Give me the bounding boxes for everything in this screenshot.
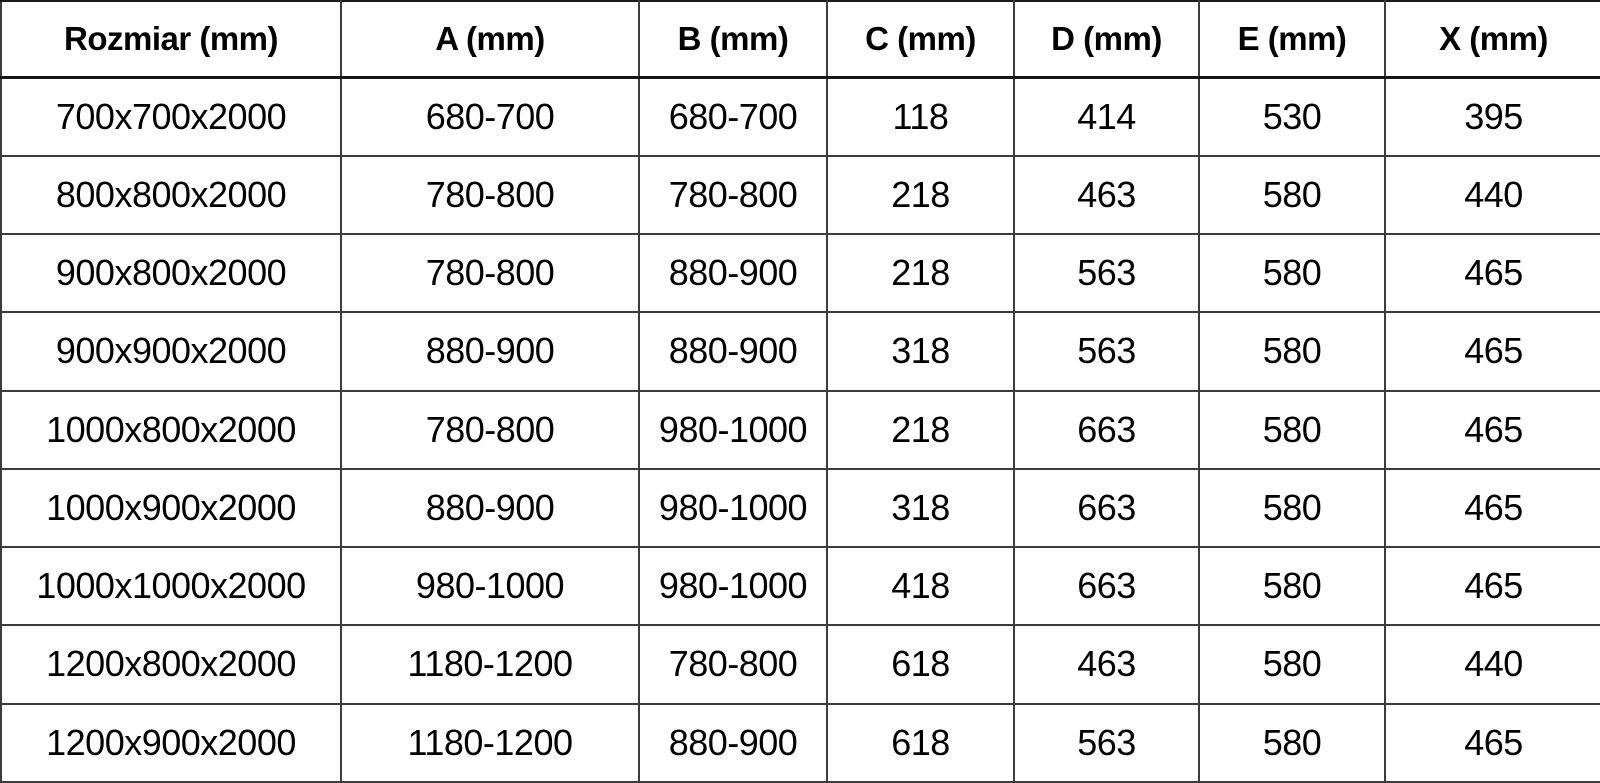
- header-row: [1, 1, 1600, 78]
- table-cell: 440: [1385, 625, 1600, 703]
- table-cell: 530: [1199, 78, 1385, 156]
- table-cell: 580: [1199, 312, 1385, 390]
- table-cell: 580: [1199, 547, 1385, 625]
- table-cell: 1000x900x2000: [1, 469, 341, 547]
- table-cell: 465: [1385, 469, 1600, 547]
- table-cell: 580: [1199, 469, 1385, 547]
- table-cell: 780-800: [341, 391, 639, 469]
- table-cell: 580: [1199, 625, 1385, 703]
- table-row: [1, 704, 1600, 782]
- table-cell: 465: [1385, 547, 1600, 625]
- table-cell: 800x800x2000: [1, 156, 341, 234]
- table-cell: 463: [1014, 156, 1199, 234]
- table-cell: 580: [1199, 234, 1385, 312]
- table-cell: 1180-1200: [341, 704, 639, 782]
- table-row: [1, 547, 1600, 625]
- table-cell: 580: [1199, 391, 1385, 469]
- table-cell: 440: [1385, 156, 1600, 234]
- table-cell: 780-800: [639, 156, 827, 234]
- table-cell: 463: [1014, 625, 1199, 703]
- table-cell: 1000x800x2000: [1, 391, 341, 469]
- table-cell: 663: [1014, 547, 1199, 625]
- table-cell: 880-900: [639, 704, 827, 782]
- table-cell: 580: [1199, 156, 1385, 234]
- table-cell: 680-700: [341, 78, 639, 156]
- table-cell: 414: [1014, 78, 1199, 156]
- column-header: A (mm): [341, 1, 639, 78]
- table-cell: 563: [1014, 704, 1199, 782]
- table-cell: 980-1000: [639, 391, 827, 469]
- table-cell: 880-900: [639, 234, 827, 312]
- table-cell: 1180-1200: [341, 625, 639, 703]
- table-row: [1, 312, 1600, 390]
- table-cell: 563: [1014, 312, 1199, 390]
- table-cell: 418: [827, 547, 1014, 625]
- table-cell: 663: [1014, 469, 1199, 547]
- table-cell: 780-800: [341, 234, 639, 312]
- column-header: D (mm): [1014, 1, 1199, 78]
- table-cell: 318: [827, 312, 1014, 390]
- table-row: [1, 625, 1600, 703]
- column-header: Rozmiar (mm): [1, 1, 341, 78]
- table-cell: 1200x900x2000: [1, 704, 341, 782]
- table-cell: 680-700: [639, 78, 827, 156]
- table-row: [1, 156, 1600, 234]
- table-cell: 218: [827, 234, 1014, 312]
- column-header: E (mm): [1199, 1, 1385, 78]
- table-row: [1, 391, 1600, 469]
- table-cell: 318: [827, 469, 1014, 547]
- table-cell: 700x700x2000: [1, 78, 341, 156]
- table-cell: 465: [1385, 391, 1600, 469]
- table-cell: 980-1000: [639, 547, 827, 625]
- table-cell: 663: [1014, 391, 1199, 469]
- table-cell: 880-900: [639, 312, 827, 390]
- table-cell: 563: [1014, 234, 1199, 312]
- table-row: [1, 78, 1600, 156]
- table-cell: 395: [1385, 78, 1600, 156]
- column-header: C (mm): [827, 1, 1014, 78]
- table-body: [1, 78, 1600, 783]
- table-cell: 465: [1385, 234, 1600, 312]
- table-cell: 218: [827, 391, 1014, 469]
- table-cell: 1200x800x2000: [1, 625, 341, 703]
- table-cell: 465: [1385, 312, 1600, 390]
- table-cell: 780-800: [639, 625, 827, 703]
- table-cell: 580: [1199, 704, 1385, 782]
- table-cell: 900x900x2000: [1, 312, 341, 390]
- table-cell: 880-900: [341, 469, 639, 547]
- table-cell: 780-800: [341, 156, 639, 234]
- table-row: [1, 469, 1600, 547]
- table-cell: 465: [1385, 704, 1600, 782]
- table-cell: 980-1000: [639, 469, 827, 547]
- table-cell: 618: [827, 625, 1014, 703]
- table-header: [1, 1, 1600, 78]
- column-header: B (mm): [639, 1, 827, 78]
- table-cell: 218: [827, 156, 1014, 234]
- table-cell: 980-1000: [341, 547, 639, 625]
- column-header: X (mm): [1385, 1, 1600, 78]
- table-cell: 118: [827, 78, 1014, 156]
- table-cell: 880-900: [341, 312, 639, 390]
- table-cell: 618: [827, 704, 1014, 782]
- table-row: [1, 234, 1600, 312]
- table-cell: 900x800x2000: [1, 234, 341, 312]
- table-cell: 1000x1000x2000: [1, 547, 341, 625]
